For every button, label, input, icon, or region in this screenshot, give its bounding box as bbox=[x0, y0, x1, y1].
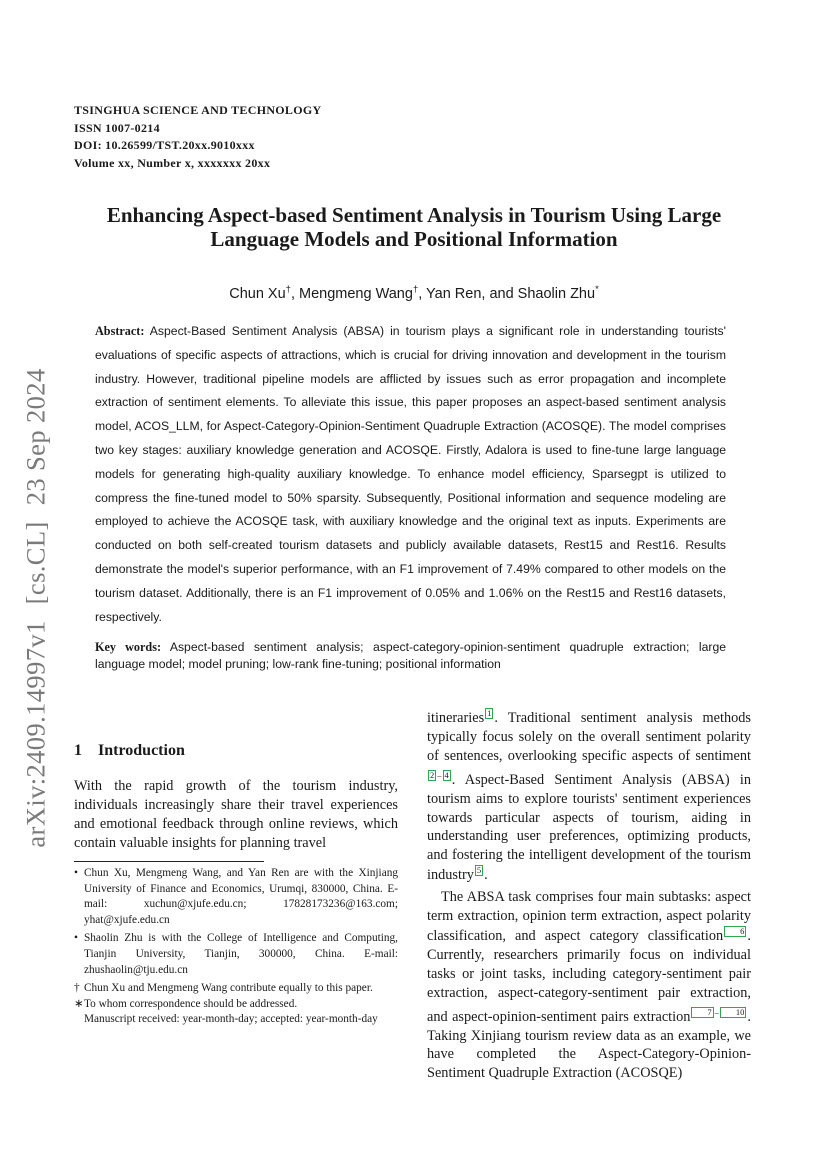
citation-link[interactable]: 2 bbox=[430, 769, 435, 780]
keywords-label: Key words: bbox=[95, 640, 162, 654]
journal-doi: DOI: 10.26599/TST.20xx.9010xxx bbox=[74, 138, 255, 152]
footnote-text: Shaolin Zhu is with the College of Intelligence and Computing, Tianjin University, Tianjin, 300000, China. E-mail: zhushaolin@tju.edu.cn bbox=[84, 932, 398, 976]
paper-title bbox=[74, 204, 754, 251]
citation-link[interactable]: 5 bbox=[476, 865, 482, 876]
abstract-text: Aspect-Based Sentiment Analysis (ABSA) in tourism plays a significant role in understanding tourists' evaluations of specific aspects of attractions, which is crucial for driving innovation and development in the tourism industry. However, traditional pipeline models are afflicted by issues such as error propagation and incomplete extraction of sentiment elements. To alleviate this issue, this paper proposes an aspect-based sentiment analysis model, ACOS_LLM, for Aspect-Category-Opinion-Sentiment Quadruple Extraction (ACOSQE). The model comprises two key stages: auxiliary knowledge generation and ACOSQE. Firstly, Adalora is used to fine-tune large language models for generating high-quality auxiliary knowledge. To enhance model efficiency, Sparsegpt is utilized to compress the fine-tuned model to 50% sparsity. Subsequently, Positional information and sequence modeling are employed to achieve the ACOSQE task, with auxiliary knowledge and the original text as inputs. Experiments are conducted on both self-created tourism datasets and publicly available datasets, Rest15 and Rest16. Results demonstrate the model's superior performance, with an F1 improvement of 7.49% compared to other models on the tourism dataset. Additionally, there is an F1 improvement of 0.05% and 1.06% on the Rest15 and Rest16 datasets, respectively. bbox=[95, 324, 726, 624]
section-title: Introduction bbox=[98, 742, 185, 759]
abstract bbox=[95, 320, 726, 629]
text-run: . Currently, researchers primarily focus on individual tasks or joint tasks, including category-sentiment pair extraction, aspect-category-sentiment pair extraction, and aspect-opinion-sentiment pairs extraction bbox=[427, 927, 751, 1025]
section-number: 1 bbox=[74, 742, 82, 759]
keywords bbox=[95, 639, 726, 672]
footnote-rule bbox=[74, 861, 264, 862]
dagger-mark: † bbox=[74, 982, 80, 995]
intro-paragraph bbox=[427, 888, 751, 1083]
author-mark: † bbox=[412, 284, 419, 295]
journal-issn: ISSN 1007-0214 bbox=[74, 120, 160, 135]
author-separator: , and bbox=[481, 285, 518, 302]
text-run: . bbox=[484, 867, 488, 884]
footnote-text: Manuscript received: year-month-day; accepted: year-month-day bbox=[84, 1013, 378, 1026]
citation-link[interactable]: 10 bbox=[720, 1007, 747, 1018]
author-mark: * bbox=[595, 284, 599, 295]
text-run: The ABSA task comprises four main subtasks: aspect term extraction, opinion term extraction, aspect polarity classification, and aspect category classification bbox=[427, 889, 751, 944]
author-name: Mengmeng Wang bbox=[299, 285, 413, 302]
footnote-correspondence bbox=[74, 997, 398, 1013]
journal-name: TSINGHUA SCIENCE AND TECHNOLOGY bbox=[74, 103, 322, 117]
footnote-text: To whom correspondence should be addressed. bbox=[84, 997, 298, 1010]
section-heading bbox=[74, 742, 185, 760]
text-run: . Traditional sentiment analysis methods typically focus solely on the overall sentiment polarity of sentences, overlooking specific aspects of sentiment bbox=[427, 710, 751, 764]
text-run: itineraries bbox=[427, 710, 485, 726]
bullet-icon: • bbox=[74, 867, 78, 879]
footnote-text: Chun Xu and Mengmeng Wang contribute equally to this paper. bbox=[84, 982, 373, 995]
intro-right-column bbox=[427, 708, 751, 1083]
author-name: Chun Xu bbox=[229, 285, 286, 302]
citation-link[interactable]: 7 bbox=[691, 1007, 713, 1018]
author-name: Shaolin Zhu bbox=[517, 285, 596, 302]
citation-range-dash: – bbox=[714, 1006, 719, 1017]
title-line-2: Language Models and Positional Information bbox=[210, 226, 618, 251]
bullet-icon: • bbox=[74, 932, 78, 945]
citation-link[interactable]: 6 bbox=[724, 926, 746, 937]
text-run: . Aspect-Based Sentiment Analysis (ABSA) in tourism aims to explore tourists' sentiment experiences towards particular aspects of tourism, aiding in understanding user preferences, optimizing products, and fostering the intelligent development of the tourism industry bbox=[427, 771, 751, 884]
abstract-label: Abstract: bbox=[95, 324, 145, 338]
author-separator: , bbox=[290, 285, 300, 302]
arxiv-date: 23 Sep 2024 bbox=[20, 368, 51, 506]
intro-paragraph bbox=[427, 708, 751, 885]
author-list bbox=[74, 284, 754, 302]
footnote-affiliation-1 bbox=[74, 866, 398, 928]
citation-link[interactable]: 1 bbox=[487, 708, 492, 718]
footnote-affiliation-2 bbox=[74, 931, 398, 978]
arxiv-stamp bbox=[21, 368, 52, 847]
intro-left-column bbox=[74, 777, 398, 853]
author-separator: , bbox=[418, 285, 427, 302]
journal-volume: Volume xx, Number x, xxxxxxx 20xx bbox=[74, 155, 271, 170]
author-name: Yan Ren bbox=[426, 285, 482, 302]
journal-header bbox=[74, 102, 321, 172]
arxiv-category: [cs.CL] bbox=[20, 521, 51, 605]
intro-paragraph: With the rapid growth of the tourism industry, individuals increasingly share their travel experiences and emotional feedback through online reviews, which contain valuable insights for planning travel bbox=[74, 778, 398, 851]
footnotes bbox=[74, 866, 398, 1028]
author-mark: † bbox=[285, 284, 291, 295]
arxiv-id: arXiv:2409.14997v1 bbox=[20, 620, 51, 848]
citation-link[interactable]: 4 bbox=[444, 769, 449, 780]
footnote-manuscript-dates bbox=[74, 1012, 398, 1028]
text-run: . Taking Xinjiang tourism review data as an example, we have completed the Aspect-Category-Opinion-Sentiment Quadruple Extraction (ACOSQE) bbox=[427, 1008, 751, 1082]
keywords-text: Aspect-based sentiment analysis; aspect-category-opinion-sentiment quadruple extraction; large language model; model pruning; low-rank fine-tuning; positional information bbox=[95, 640, 726, 671]
footnote-equal-contribution bbox=[74, 981, 398, 997]
asterisk-mark: ∗ bbox=[74, 997, 84, 1010]
title-line-1: Enhancing Aspect-based Sentiment Analysis in Tourism Using Large bbox=[106, 203, 722, 227]
footnote-text: Chun Xu, Mengmeng Wang, and Yan Ren are with the Xinjiang University of Finance and Economics, Urumqi, 830000, China. E-mail: xuchun@xjufe.edu.cn; 17828173236@163.com; yhat@xjufe.edu.cn bbox=[84, 867, 398, 926]
citation-range-dash: – bbox=[437, 769, 442, 780]
